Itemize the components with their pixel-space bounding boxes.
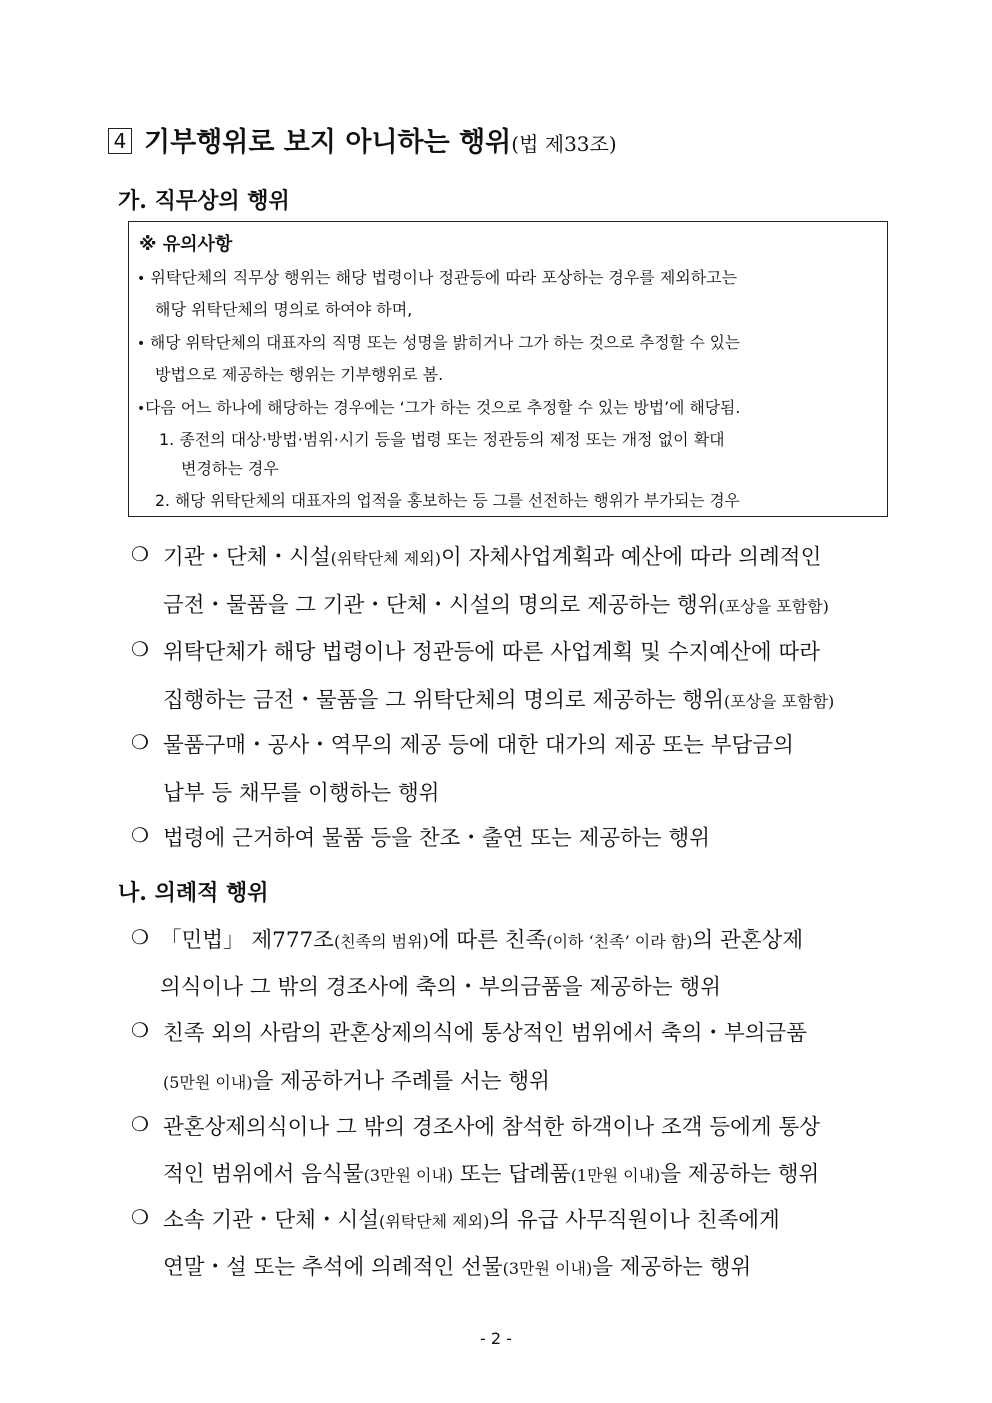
heading-number-box: 4 [108, 128, 132, 154]
a-item-3-line-1: 물품구매・공사・역무의 제공 등에 대한 대가의 제공 또는 부담금의 [163, 733, 794, 758]
a-item-3-line-2: 납부 등 채무를 이행하는 행위 [163, 781, 440, 806]
notice-line-5: •다음 어느 하나에 해당하는 경우에는 ‘그가 하는 것으로 추정할 수 있는 방법’에 해당됨. [137, 398, 741, 417]
a-item-1-line-1: 기관・단체・시설(위탁단체 제외)이 자체사업계획과 예산에 따라 의례적인 [163, 545, 822, 570]
item-marker: ❍ [131, 637, 149, 661]
notice-line-1: • 위탁단체의 직무상 행위는 해당 법령이나 정관등에 따라 포상하는 경우를 제외하고는 [137, 268, 738, 287]
section-a-title: 가. 직무상의 행위 [118, 188, 290, 214]
notice-line-3: • 해당 위탁단체의 대표자의 직명 또는 성명을 밝히거나 그가 하는 것으로 추정할 수 있는 [137, 333, 741, 352]
a-item-2-line-2: 집행하는 금전・물품을 그 위탁단체의 명의로 제공하는 행위(포상을 포함함) [163, 688, 835, 713]
notice-line-2: 해당 위탁단체의 명의로 하여야 하며, [155, 300, 413, 319]
heading-title: 기부행위로 보지 아니하는 행위 [144, 127, 512, 158]
item-marker: ❍ [131, 1018, 149, 1042]
b-item-3-line-1: 관혼상제의식이나 그 밖의 경조사에 참석한 하객이나 조객 등에게 통상 [163, 1115, 820, 1140]
section-b-title: 나. 의례적 행위 [118, 880, 269, 906]
item-marker: ❍ [131, 542, 149, 566]
b-item-4-line-2: 연말・설 또는 추석에 의례적인 선물(3만원 이내)을 제공하는 행위 [163, 1255, 752, 1280]
item-marker: ❍ [131, 925, 149, 949]
b-item-2-line-2: (5만원 이내)을 제공하거나 주례를 서는 행위 [163, 1069, 550, 1094]
notice-line-7: 변경하는 경우 [181, 459, 279, 478]
a-item-2-line-1: 위탁단체가 해당 법령이나 정관등에 따른 사업계획 및 수지예산에 따라 [163, 640, 820, 665]
item-marker: ❍ [131, 1112, 149, 1136]
b-item-2-line-1: 친족 외의 사람의 관혼상제의식에 통상적인 범위에서 축의・부의금품 [163, 1021, 808, 1046]
b-item-1-line-2: 의식이나 그 밖의 경조사에 축의・부의금품을 제공하는 행위 [160, 975, 721, 1000]
heading-law-reference: (법 제33조) [511, 132, 617, 156]
item-marker: ❍ [131, 730, 149, 754]
page-heading [108, 120, 617, 159]
notice-line-8: 2. 해당 위탁단체의 대표자의 업적을 홍보하는 등 그를 선전하는 행위가 부가되는 경우 [155, 491, 740, 510]
notice-line-4: 방법으로 제공하는 행위는 기부행위로 봄. [155, 365, 444, 384]
item-marker: ❍ [131, 1205, 149, 1229]
a-item-4-line-1: 법령에 근거하여 물품 등을 찬조・출연 또는 제공하는 행위 [163, 826, 711, 851]
notice-box [128, 221, 888, 517]
page-number: - 2 - [480, 1329, 512, 1348]
b-item-4-line-1: 소속 기관・단체・시설(위탁단체 제외)의 유급 사무직원이나 친족에게 [163, 1208, 780, 1233]
b-item-1-line-1: 「민법」 제777조(친족의 범위)에 따른 친족(이하 ‘친족’ 이라 함)의 관혼상제 [160, 928, 804, 953]
item-marker: ❍ [131, 823, 149, 847]
notice-title: ※ 유의사항 [139, 234, 233, 255]
b-item-3-line-2: 적인 범위에서 음식물(3만원 이내) 또는 답례품(1만원 이내)을 제공하는 행위 [163, 1162, 820, 1187]
notice-line-6: 1. 종전의 대상·방법·범위·시기 등을 법령 또는 정관등의 제정 또는 개정 없이 확대 [159, 430, 725, 449]
a-item-1-line-2: 금전・물품을 그 기관・단체・시설의 명의로 제공하는 행위(포상을 포함함) [163, 593, 829, 618]
